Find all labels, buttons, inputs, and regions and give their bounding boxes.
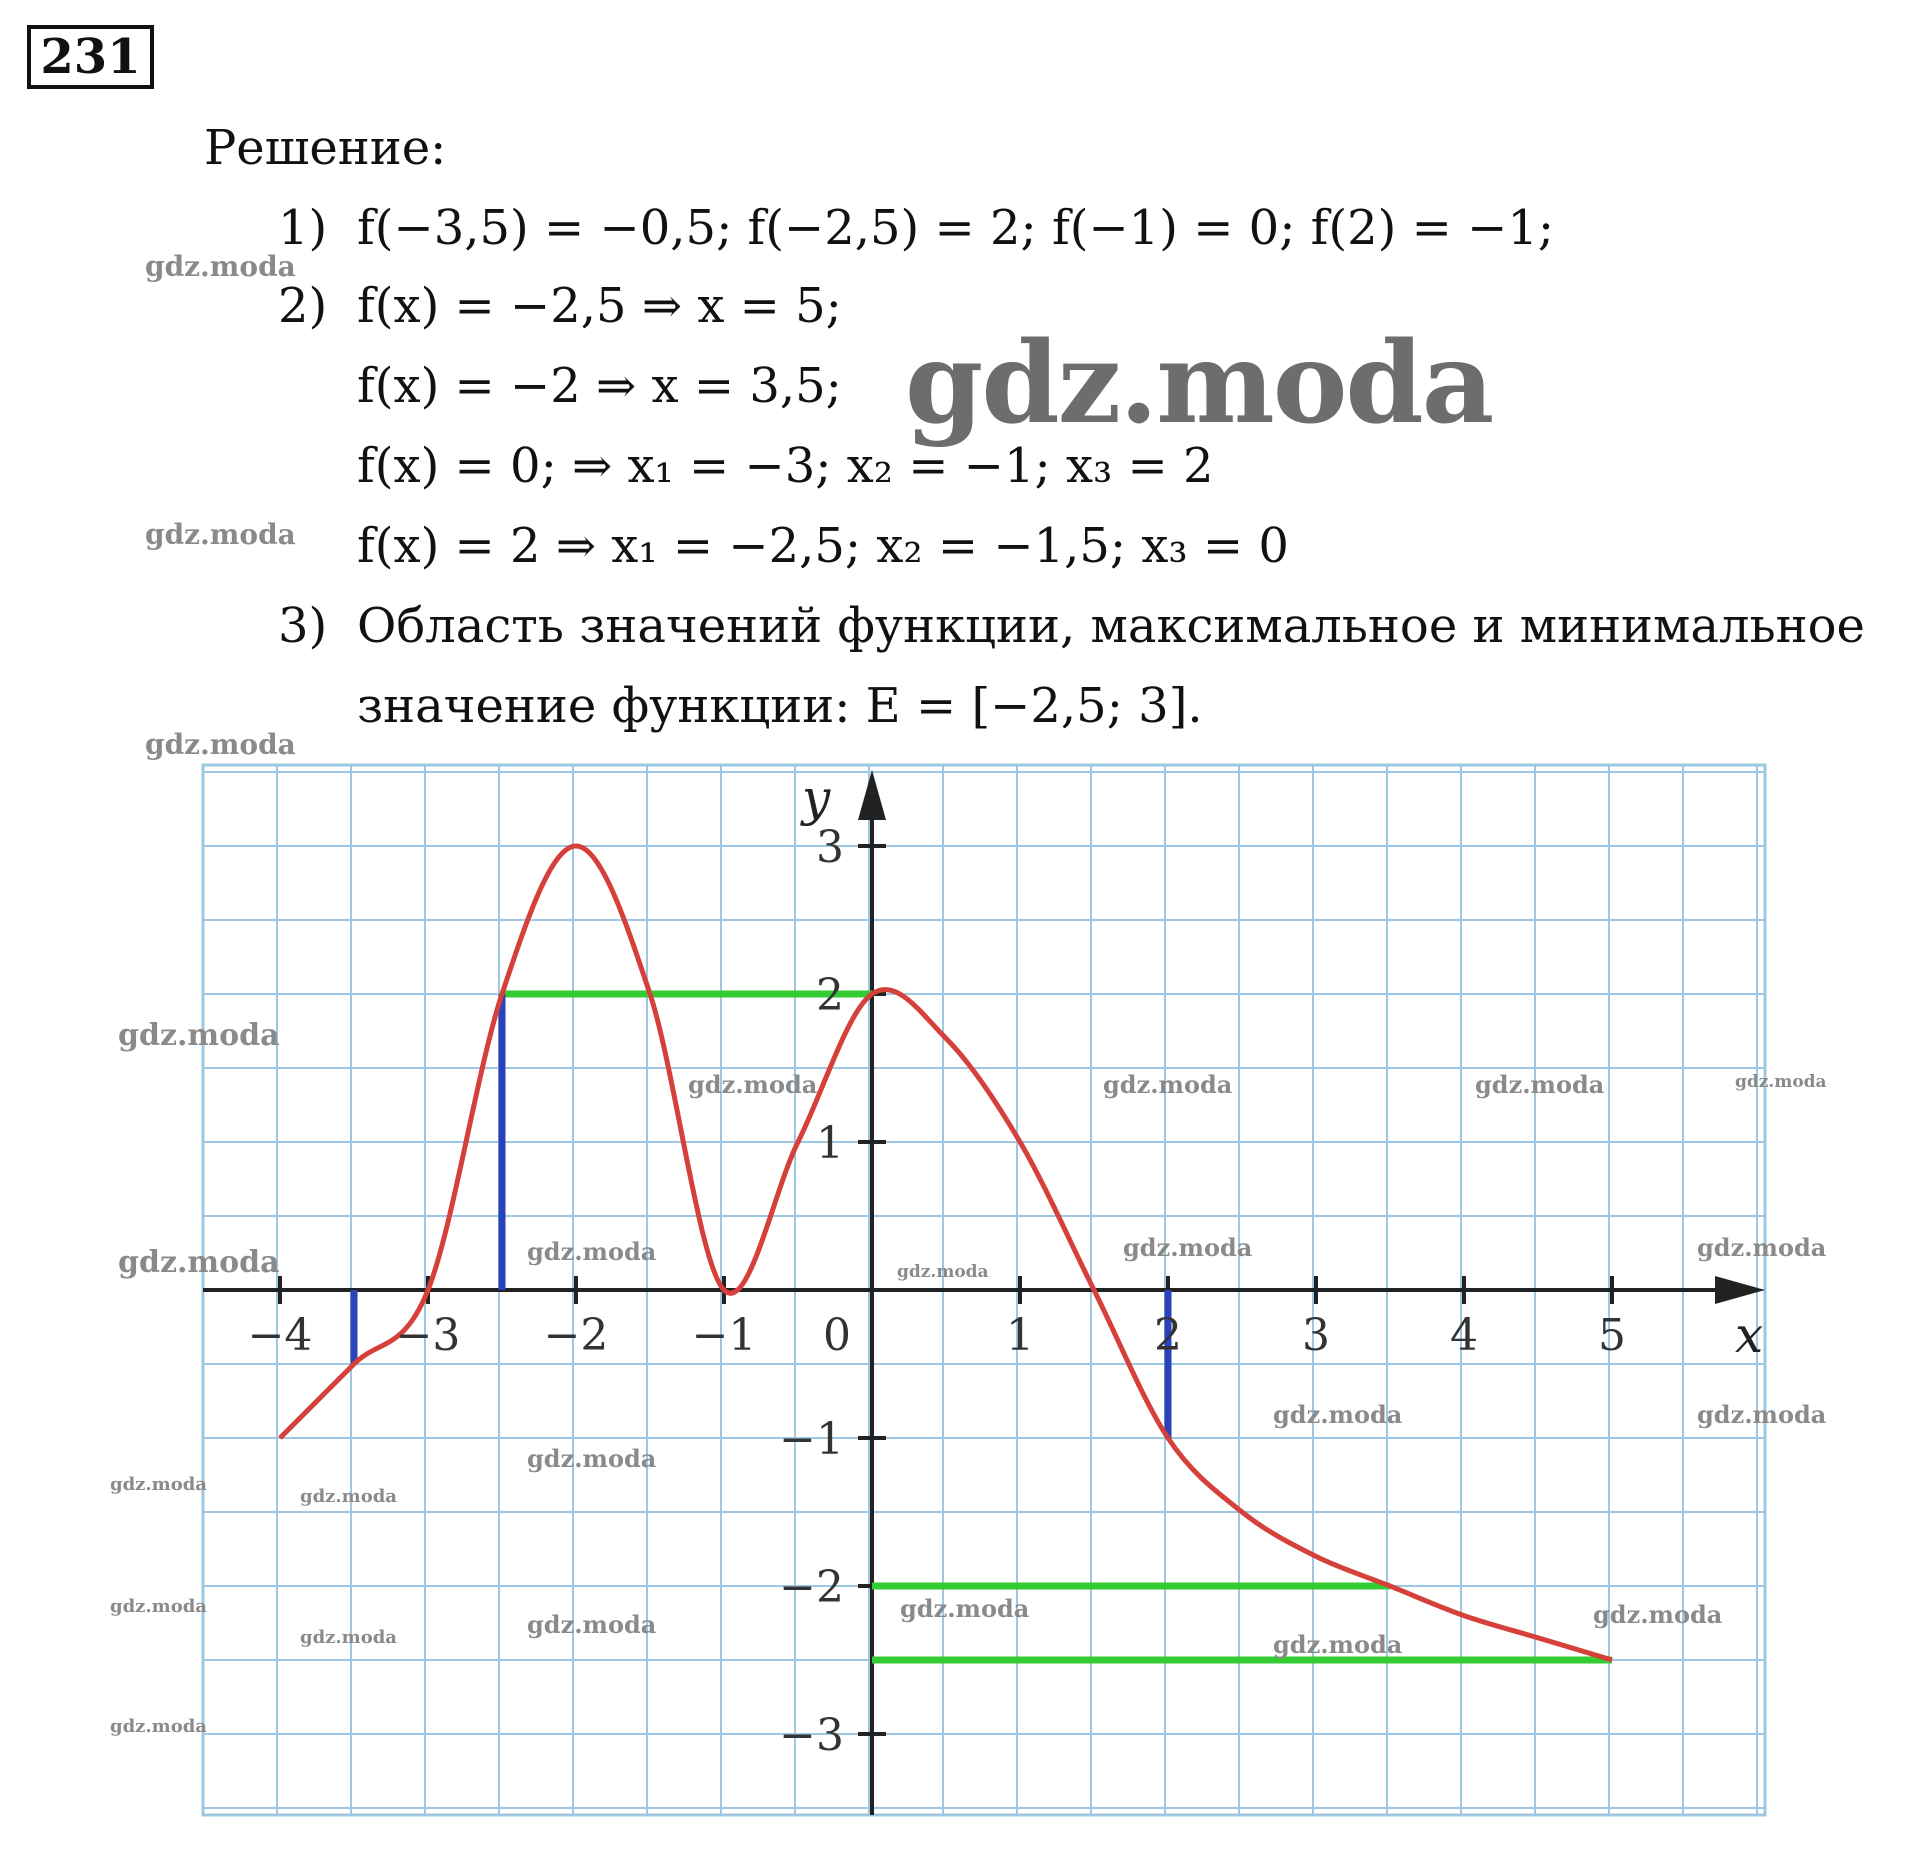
x-tick-label: 1 — [1006, 1310, 1034, 1361]
item-1-label: 1) — [278, 200, 328, 256]
watermark: gdz.moda — [1697, 1233, 1827, 1262]
function-curve — [280, 846, 1612, 1660]
x-tick-label: 4 — [1450, 1310, 1478, 1361]
y-tick-label: −2 — [779, 1562, 844, 1613]
watermark: gdz.moda — [110, 1596, 207, 1617]
x-tick-label: −1 — [691, 1310, 757, 1361]
item-2-label: 2) — [278, 278, 328, 334]
item-2b-text: f(x) = −2 ⇒ x = 3,5; — [357, 358, 842, 414]
y-tick-label: 2 — [816, 970, 844, 1021]
x-tick-label: 2 — [1154, 1310, 1182, 1361]
watermark-large: gdz.moda — [905, 318, 1493, 449]
item-2-text: f(x) = −2,5 ⇒ x = 5; — [357, 278, 842, 334]
x-tick-label: −2 — [543, 1310, 609, 1361]
y-tick-label: −1 — [779, 1414, 844, 1465]
watermark: gdz.moda — [118, 1245, 280, 1280]
watermark: gdz.moda — [1735, 1072, 1827, 1092]
y-tick-label: 3 — [816, 822, 844, 873]
watermark: gdz.moda — [300, 1486, 397, 1507]
watermark: gdz.moda — [1273, 1400, 1403, 1429]
watermark: gdz.moda — [527, 1237, 657, 1266]
problem-number: 231 — [27, 25, 154, 89]
watermark: gdz.moda — [900, 1594, 1030, 1623]
watermark: gdz.moda — [145, 250, 296, 283]
watermark: gdz.moda — [1593, 1600, 1723, 1629]
watermark: gdz.moda — [1123, 1233, 1253, 1262]
y-tick-label: −3 — [779, 1710, 844, 1761]
watermark: gdz.moda — [1475, 1070, 1605, 1099]
watermark: gdz.moda — [1273, 1630, 1403, 1659]
x-axis-label: x — [1735, 1306, 1764, 1364]
watermark: gdz.moda — [688, 1070, 818, 1099]
x-tick-label: 0 — [823, 1310, 851, 1361]
item-3b-text: значение функции: E = [−2,5; 3]. — [357, 678, 1203, 734]
item-1-text: f(−3,5) = −0,5; f(−2,5) = 2; f(−1) = 0; f(2) = −1; — [357, 200, 1555, 256]
y-axis-label: y — [802, 769, 831, 827]
graph-watermarks — [110, 1018, 1827, 1737]
watermark: gdz.moda — [527, 1610, 657, 1639]
watermark: gdz.moda — [145, 728, 296, 761]
watermark: gdz.moda — [110, 1716, 207, 1737]
watermark: gdz.moda — [110, 1474, 207, 1495]
watermark: gdz.moda — [118, 1018, 280, 1053]
y-axis-arrow — [858, 770, 886, 820]
x-tick-label: 5 — [1598, 1310, 1626, 1361]
watermark: gdz.moda — [527, 1444, 657, 1473]
watermark: gdz.moda — [1103, 1070, 1233, 1099]
y-tick-label: 1 — [816, 1118, 844, 1169]
x-tick-label: −4 — [247, 1310, 313, 1361]
x-tick-label: 3 — [1302, 1310, 1330, 1361]
watermark: gdz.moda — [1697, 1400, 1827, 1429]
item-3-label: 3) — [278, 598, 328, 654]
watermark: gdz.moda — [897, 1262, 989, 1282]
item-2d-text: f(x) = 2 ⇒ x₁ = −2,5; x₂ = −1,5; x₃ = 0 — [357, 518, 1289, 574]
item-2c-text: f(x) = 0; ⇒ x₁ = −3; x₂ = −1; x₃ = 2 — [357, 438, 1214, 494]
item-3-text: Область значений функции, максимальное и минимальное — [357, 598, 1865, 654]
solution-heading: Решение: — [204, 120, 447, 176]
watermark: gdz.moda — [145, 518, 296, 551]
x-tick-label: −3 — [395, 1310, 461, 1361]
watermark: gdz.moda — [300, 1627, 397, 1648]
